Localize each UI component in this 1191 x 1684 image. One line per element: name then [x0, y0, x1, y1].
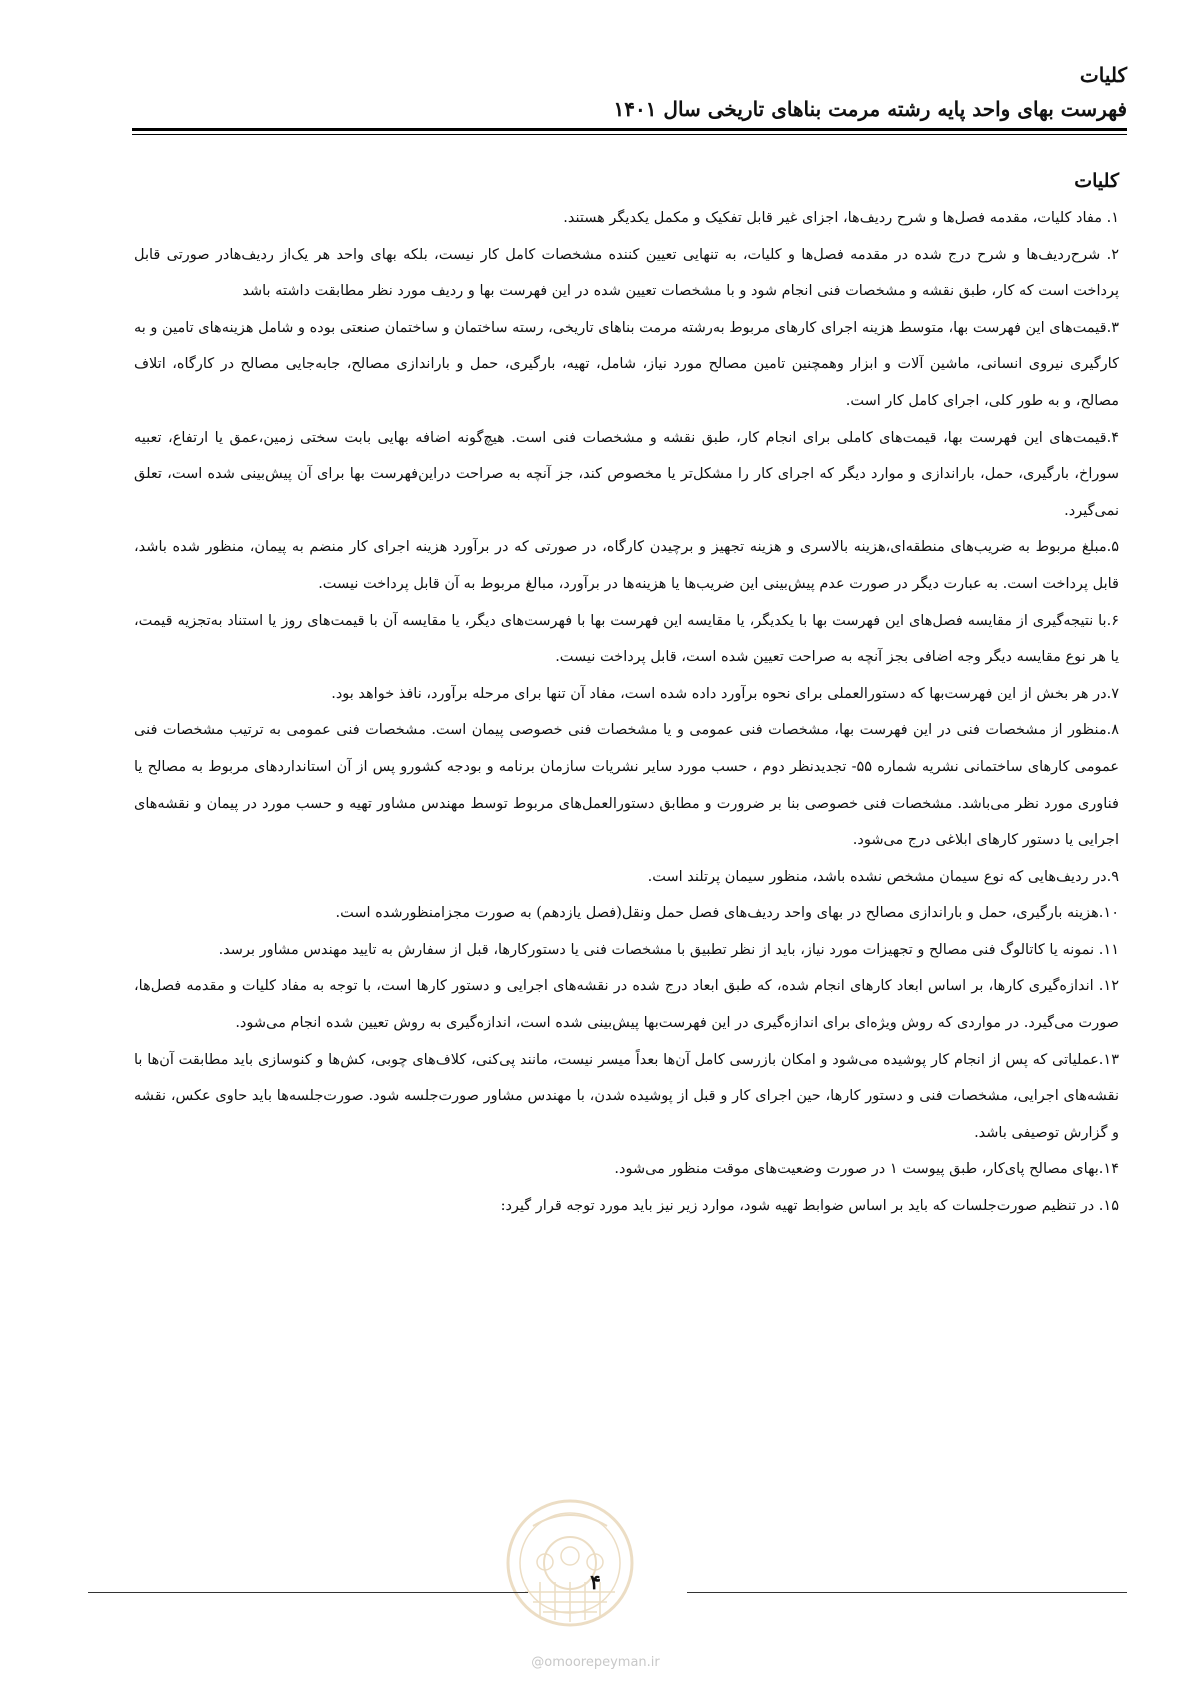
seal-watermark-icon — [503, 1496, 637, 1630]
clause-2: ۲. شرح‌ردیف‌ها و شرح درج شده در مقدمه فصل‌ها و کلیات، به تنهایی تعیین کننده مشخصات کامل کار نیست، بلکه بهای واحد هر یک‌از ردیف‌هادر صورتی قابل پرداخت است که کار، طبق نقشه و مشخصات فنی انجام شود و با مشخصات تعیین شده در این فهرست بها و ردیف مورد نظر مطابقت داشته باشد — [134, 246, 1119, 300]
header-subtitle: فهرست بهای واحد پایه رشته مرمت بناهای تاریخی سال ۱۴۰۱ — [613, 97, 1127, 121]
clause-9: ۹.در ردیف‌هایی که نوع سیمان مشخص نشده باشد، منظور سیمان پرتلند است. — [647, 868, 1119, 885]
header-title: کلیات — [1079, 63, 1127, 87]
clause-12: ۱۲. اندازه‌گیری کارها، بر اساس ابعاد کارهای انجام شده، که طبق ابعاد درج شده در نقشه‌های اجرایی و دستور کارها است، با توجه به مفاد کلیات و مقدمه فصل‌ها، صورت می‌گیرد. در مواردی که روش ویژه‌ای برای اندازه‌گیری در این فهرست‌بها پیش‌بینی شده است، اندازه‌گیری به روش تعیین شده انجام می‌شود. — [134, 978, 1119, 1032]
clause-13: ۱۳.عملیاتی که پس از انجام کار پوشیده می‌شود و امکان بازرسی کامل آن‌ها بعداً میسر نیست، مانند پی‌کنی، کلاف‌های چوبی، کش‌ها و کنوسازی باید مطابقت آن‌ها با نقشه‌های اجرایی، مشخصات فنی و دستور کارها، حین اجرای کار و قبل از پوشیده شدن، با مهندس مشاور صورت‌جلسه شود. صورت‌جلسه‌ها باید حاوی عکس، نقشه و گزارش توصیفی باشد. — [134, 1051, 1119, 1141]
clause-14: ۱۴.بهای مصالح پای‌کار، طبق پیوست ۱ در صورت وضعیت‌های موقت منظور می‌شود. — [614, 1161, 1119, 1178]
clause-15: ۱۵. در تنظیم صورت‌جلسات که باید بر اساس ضوابط تهیه شود، موارد زیر نیز باید مورد توجه قرار گیرد: — [500, 1198, 1119, 1215]
header-rule-thin — [132, 134, 1127, 135]
header-rule-thick — [132, 128, 1127, 131]
clause-11: ۱۱. نمونه یا کاتالوگ فنی مصالح و تجهیزات مورد نیاز، باید از نظر تطبیق با مشخصات فنی یا دستورکارها، قبل از سفارش به تایید مهندس مشاور برسد. — [218, 941, 1119, 958]
clause-6: ۶.با نتیجه‌گیری از مقایسه فصل‌های این فهرست بها با یکدیگر، یا مقایسه این فهرست بها با فهرست‌های دیگر، یا مقایسه آن با قیمت‌های روز یا استناد به‌تجزیه قیمت، یا هر نوع مقایسه دیگر وجه اضافی بجز آنچه به صراحت تعیین شده است، قابل پرداخت نیست. — [134, 612, 1119, 666]
page-content — [134, 166, 1119, 1225]
clause-7: ۷.در هر بخش از این فهرست‌بها که دستورالعملی برای نحوه برآورد داده شده است، مفاد آن تنها برای مرحله برآورد، نافذ خواهد بود. — [331, 685, 1119, 702]
section-title: کلیات — [1074, 170, 1119, 192]
clause-5: ۵.مبلغ مربوط به ضریب‌های منطقه‌ای،هزینه بالاسری و هزینه تجهیز و برچیدن کارگاه، در صورتی که در برآورد هزینه اجرای کار منضم به پیمان، منظور شده باشد، قابل پرداخت است. به عبارت دیگر در صورت عدم پیش‌بینی این ضریب‌ها یا هزینه‌ها در برآورد، مبالغ مربوط به آن قابل پرداخت نیست. — [134, 539, 1119, 592]
clause-3: ۳.قیمت‌های این فهرست بها، متوسط هزینه اجرای کارهای مربوط به‌رشته مرمت بناهای تاریخی، رسته ساختمان و ساختمان صنعتی بوده و شامل هزینه‌های تامین و به کارگیری نیروی انسانی، ماشین آلات و ابزار وهمچنین تامین مصالح مورد نیاز، شامل، تهیه، بارگیری، حمل و باراندازی مصالح، جابه‌جایی مصالح در کارگاه، اتلاف مصالح، و به طور کلی، اجرای کامل کار است. — [134, 319, 1119, 409]
clause-8: ۸.منظور از مشخصات فنی در این فهرست بها، مشخصات فنی عمومی و یا مشخصات فنی خصوصی پیمان است. مشخصات فنی عمومی به ترتیب مشخصات فنی عمومی کارهای ساختمانی نشریه شماره ۵۵- تجدیدنظر دوم ، حسب مورد سایر نشریات سازمان برنامه و بودجه کشورو پس از آن استانداردهای مربوط به مصالح یا فناوری مورد نظر می‌باشد. مشخصات فنی خصوصی بنا بر ضرورت و مطابق دستورالعمل‌های مربوط توسط مهندس مشاور تهیه و حسب مورد در پیمان و نقشه‌های اجرایی یا دستور کارهای ابلاغی درج می‌شود. — [134, 722, 1119, 849]
page-number: ۴ — [590, 1570, 601, 1594]
clause-4: ۴.قیمت‌های این فهرست بها، قیمت‌های کاملی برای انجام کار، طبق نقشه و مشخصات فنی است. هیچ‌گونه اضافه بهایی بابت سختی زمین،عمق یا ارتفاع، تعبیه سوراخ، بارگیری، حمل، باراندازی و موارد دیگر که اجرای کار را مشکل‌تر یا مخصوص کند، جز آنچه به صراحت دراین‌فهرست بها برای آن پیش‌بینی شده است، تعلق نمی‌گیرد. — [134, 429, 1119, 519]
clause-1: ۱. مفاد کلیات، مقدمه فصل‌ها و شرح ردیف‌ها، اجزای غیر قابل تفکیک و مکمل یکدیگر هستند. — [563, 210, 1119, 226]
watermark-text: @omoorepeyman.ir — [531, 1655, 660, 1670]
clause-10: ۱۰.هزینه بارگیری، حمل و باراندازی مصالح در بهای واحد ردیف‌های فصل حمل ونقل(فصل یازدهم) به صورت مجزامنظورشده است. — [335, 905, 1119, 922]
page-header — [132, 58, 1127, 126]
